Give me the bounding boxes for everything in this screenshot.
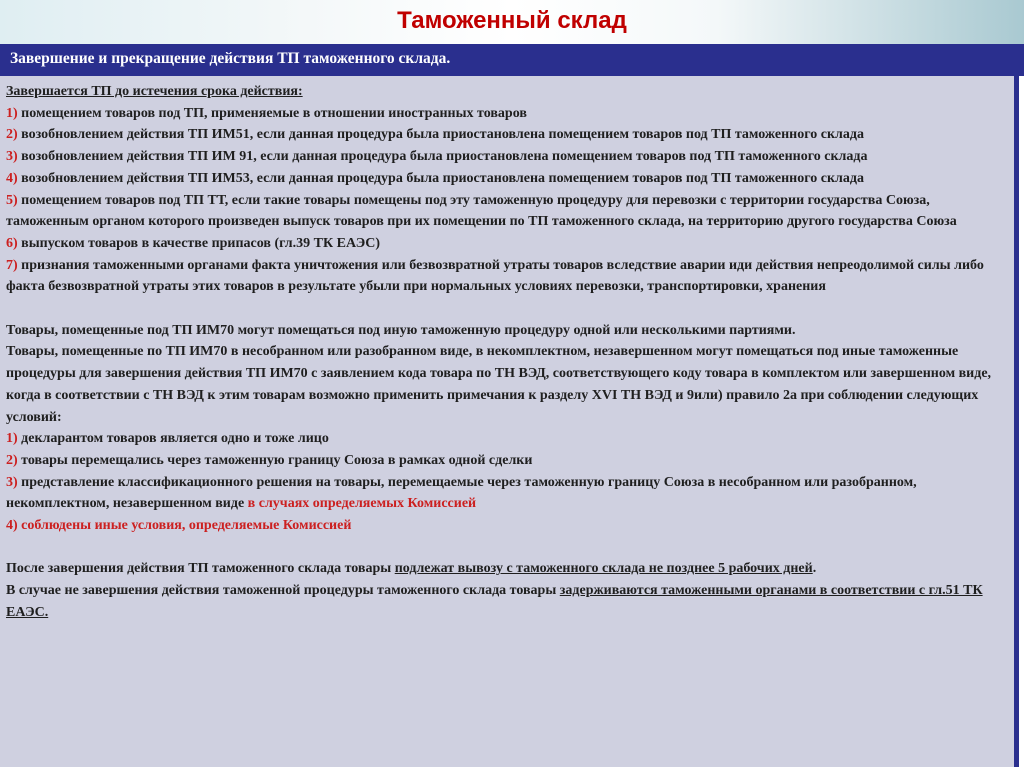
list2-red-3: в случаях определяемых Комиссией <box>247 496 477 512</box>
list1-num-7: 7) <box>6 257 18 273</box>
spacer-2 <box>6 537 1010 559</box>
list2-num-3: 3) <box>6 474 18 490</box>
final1-text: После завершения действия ТП таможенного склада товары <box>6 561 395 577</box>
final1-end: . <box>812 561 817 577</box>
list1-text-5: помещением товаров под ТП ТТ, если такие товары помещены под эту таможенную процедуру для перевозки с территории государства Союза, таможенным органом которого произведен выпуск товаров при их помещении по ТП таможенного склада, на территорию другого государства Союза <box>6 192 957 230</box>
list2-text-2: товары перемещались через таможенную границу Союза в рамках одной сделки <box>17 452 533 468</box>
list2-item-3 <box>6 472 1010 515</box>
content-panel <box>0 76 1019 767</box>
list2-num-1: 1) <box>6 431 18 447</box>
list2-item-2 <box>6 450 1010 472</box>
list1-item-1 <box>6 103 1010 125</box>
list1-text-6: выпуском товаров в качестве припасов (гл.39 ТК ЕАЭС) <box>17 235 380 251</box>
paragraph-1: Товары, помещенные под ТП ИМ70 могут помещаться под иную таможенную процедуру одной или несколькими партиями. <box>6 322 796 338</box>
intro-line <box>6 81 1010 103</box>
list2-text-1: декларантом товаров является одно и тоже лицо <box>17 431 329 447</box>
list1-text-1: помещением товаров под ТП, применяемые в отношении иностранных товаров <box>17 105 527 121</box>
list2-item-4: 4) соблюдены иные условия, определяемые Комиссией <box>6 518 352 534</box>
list1-item-5 <box>6 190 1010 233</box>
intro-text: Завершается ТП до истечения срока действия: <box>6 84 303 99</box>
list1-item-2 <box>6 124 1010 146</box>
final1-underlined: подлежат вывозу с таможенного склада не позднее 5 рабочих дней <box>394 561 813 577</box>
list1-num-4: 4) <box>6 170 18 186</box>
page-title: Таможенный склад <box>397 7 627 34</box>
list2-item-1 <box>6 428 1010 450</box>
list1-item-7 <box>6 255 1010 298</box>
list1-num-5: 5) <box>6 192 18 208</box>
final-paragraph-2 <box>6 580 1010 623</box>
final-paragraph-1 <box>6 558 1010 580</box>
list1-text-2: возобновлением действия ТП ИМ51, если данная процедура была приостановлена помещением товаров под ТП таможенного склада <box>17 127 864 143</box>
list1-num-2: 2) <box>6 127 18 143</box>
list1-num-6: 6) <box>6 235 18 251</box>
list1-text-3: возобновлением действия ТП ИМ 91, если данная процедура была приостановлена помещением товаров под ТП таможенного склада <box>17 149 868 165</box>
paragraph-2: Товары, помещенные по ТП ИМ70 в несобранном или разобранном виде, в некомплектном, незавершенном могут помещаться под иные таможенные процедуры для завершения действия ТП ИМ70 с заявлением кода товара по ТН ВЭД, соответствующего коду товара в комплектом или завершенном виде, когда в соответствии с ТН ВЭД к этим товарам возможно применить примечания к разделу XVI ТН ВЭД и 9или) правило 2а при соблюдении следующих условий: <box>6 344 992 425</box>
title-bar <box>0 0 1024 44</box>
section-header <box>0 44 1024 76</box>
list1-item-6 <box>6 233 1010 255</box>
final2-text: В случае не завершения действия таможенной процедуры таможенного склада товары <box>6 583 560 599</box>
list1-text-4: возобновлением действия ТП ИМ53, если данная процедура была приостановлена помещением товаров под ТП таможенного склада <box>17 170 864 186</box>
list1-item-4 <box>6 168 1010 190</box>
list2-num-2: 2) <box>6 452 18 468</box>
spacer <box>6 298 1010 320</box>
list1-item-3 <box>6 146 1010 168</box>
section-header-text: Завершение и прекращение действия ТП таможенного склада. <box>10 50 451 67</box>
list1-num-1: 1) <box>6 105 18 121</box>
list1-text-7: признания таможенными органами факта уничтожения или безвозвратной утраты товаров вследствие аварии иди действия непреодолимой силы либо факта безвозвратной утраты этих товаров в результате убыли при нормальных условиях перевозки, транспортировки, хранения <box>6 257 984 295</box>
list2-text-3: представление классификационного решения на товары, перемещаемые через таможенную границу Союза в несобранном или разобранном, некомплектном, незавершенном виде <box>6 474 917 512</box>
list1-num-3: 3) <box>6 149 18 165</box>
final2-underlined: задерживаются таможенными органами в соответствии с гл.51 ТК ЕАЭС. <box>6 583 983 620</box>
